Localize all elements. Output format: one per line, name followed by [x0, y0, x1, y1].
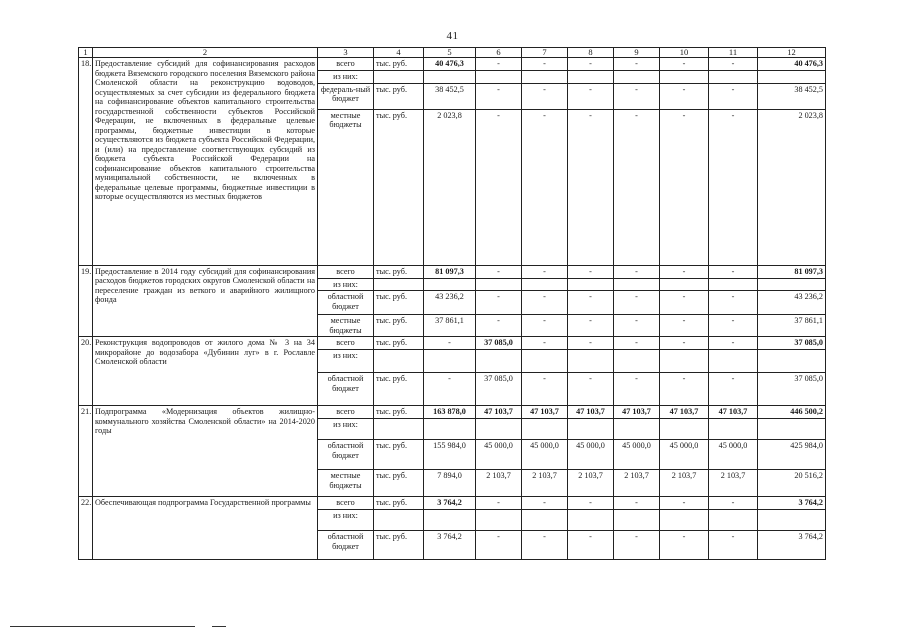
amount-cell: -	[476, 58, 522, 71]
amount-cell	[709, 278, 758, 291]
amount-cell	[522, 419, 568, 440]
amount-cell	[568, 419, 614, 440]
amount-cell: -	[709, 315, 758, 337]
amount-cell: -	[522, 109, 568, 265]
unit: тыс. руб.	[374, 109, 424, 265]
amount-cell	[614, 278, 660, 291]
table-row	[79, 406, 826, 419]
funding-source: всего	[318, 58, 374, 71]
amount-cell: -	[476, 109, 522, 265]
amount-cell: -	[709, 109, 758, 265]
amount-cell: 3 764,2	[758, 531, 826, 560]
amount-cell: -	[660, 109, 709, 265]
amount-cell: -	[522, 265, 568, 278]
table-row	[79, 337, 826, 350]
amount-cell	[709, 419, 758, 440]
amount-cell: 3 764,2	[424, 531, 476, 560]
amount-cell: -	[476, 497, 522, 510]
amount-cell: 47 103,7	[614, 406, 660, 419]
amount-cell	[709, 71, 758, 84]
amount-cell: -	[522, 83, 568, 109]
amount-cell	[614, 419, 660, 440]
amount-cell	[660, 71, 709, 84]
amount-cell: -	[709, 373, 758, 406]
column-header: 7	[522, 48, 568, 58]
column-header-row	[79, 48, 826, 58]
amount-cell: 7 894,0	[424, 470, 476, 497]
amount-cell: 38 452,5	[758, 83, 826, 109]
amount-cell: -	[660, 83, 709, 109]
amount-cell	[709, 510, 758, 531]
unit: тыс. руб.	[374, 291, 424, 315]
amount-cell	[660, 419, 709, 440]
funding-source: местные бюджеты	[318, 109, 374, 265]
unit: тыс. руб.	[374, 373, 424, 406]
item-number: 22.	[79, 497, 93, 560]
funding-source: местные бюджеты	[318, 315, 374, 337]
amount-cell: -	[568, 497, 614, 510]
column-header: 12	[758, 48, 826, 58]
amount-cell: -	[476, 83, 522, 109]
unit: тыс. руб.	[374, 83, 424, 109]
amount-cell	[476, 350, 522, 373]
amount-cell: -	[660, 315, 709, 337]
column-header: 9	[614, 48, 660, 58]
amount-cell: 37 085,0	[758, 373, 826, 406]
table-row	[79, 497, 826, 510]
funding-source: всего	[318, 337, 374, 350]
amount-cell: 45 000,0	[614, 440, 660, 470]
unit: тыс. руб.	[374, 265, 424, 278]
column-header: 3	[318, 48, 374, 58]
column-header: 2	[93, 48, 318, 58]
unit: тыс. руб.	[374, 58, 424, 71]
amount-cell: -	[522, 497, 568, 510]
funding-source: из них:	[318, 71, 374, 84]
amount-cell: -	[614, 315, 660, 337]
amount-cell: -	[568, 291, 614, 315]
item-number: 18.	[79, 58, 93, 266]
funding-source: областной бюджет	[318, 440, 374, 470]
amount-cell: -	[522, 291, 568, 315]
amount-cell	[476, 71, 522, 84]
amount-cell: 47 103,7	[476, 406, 522, 419]
amount-cell	[424, 350, 476, 373]
amount-cell: 81 097,3	[758, 265, 826, 278]
amount-cell	[424, 510, 476, 531]
unit	[374, 419, 424, 440]
amount-cell	[522, 510, 568, 531]
table-row	[79, 58, 826, 71]
amount-cell	[568, 71, 614, 84]
amount-cell: 2 103,7	[568, 470, 614, 497]
amount-cell	[522, 350, 568, 373]
amount-cell: 425 984,0	[758, 440, 826, 470]
amount-cell: 40 476,3	[424, 58, 476, 71]
amount-cell	[568, 278, 614, 291]
amount-cell: 163 878,0	[424, 406, 476, 419]
amount-cell: 43 236,2	[424, 291, 476, 315]
amount-cell	[522, 278, 568, 291]
amount-cell: -	[522, 315, 568, 337]
funding-source: областной бюджет	[318, 373, 374, 406]
amount-cell: 2 103,7	[709, 470, 758, 497]
column-header: 11	[709, 48, 758, 58]
amount-cell: -	[660, 373, 709, 406]
amount-cell: -	[709, 265, 758, 278]
amount-cell: -	[522, 58, 568, 71]
item-description: Реконструкция водопроводов от жилого дома № 3 на 34 микрорайоне до водозабора «Дубинин луг» в г. Рославле Смоленской области	[93, 337, 318, 406]
funding-source: из них:	[318, 350, 374, 373]
amount-cell: -	[476, 291, 522, 315]
unit	[374, 71, 424, 84]
column-header: 10	[660, 48, 709, 58]
unit: тыс. руб.	[374, 440, 424, 470]
amount-cell: -	[660, 265, 709, 278]
amount-cell: -	[660, 58, 709, 71]
funding-source: федераль-ный бюджет	[318, 83, 374, 109]
unit: тыс. руб.	[374, 315, 424, 337]
amount-cell: -	[709, 531, 758, 560]
column-header: 4	[374, 48, 424, 58]
funding-source: из них:	[318, 419, 374, 440]
amount-cell: -	[522, 373, 568, 406]
amount-cell: -	[522, 337, 568, 350]
amount-cell: 43 236,2	[758, 291, 826, 315]
column-header: 1	[79, 48, 93, 58]
funding-source: всего	[318, 497, 374, 510]
amount-cell: -	[476, 315, 522, 337]
amount-cell: -	[709, 497, 758, 510]
unit: тыс. руб.	[374, 337, 424, 350]
amount-cell: -	[660, 337, 709, 350]
unit: тыс. руб.	[374, 470, 424, 497]
amount-cell	[758, 71, 826, 84]
amount-cell	[758, 278, 826, 291]
amount-cell	[758, 510, 826, 531]
amount-cell: 40 476,3	[758, 58, 826, 71]
amount-cell: -	[660, 291, 709, 315]
amount-cell	[758, 419, 826, 440]
page-number: 41	[446, 30, 459, 42]
amount-cell: 47 103,7	[709, 406, 758, 419]
amount-cell: -	[568, 337, 614, 350]
item-description: Обеспечивающая подпрограмма Государственной программы	[93, 497, 318, 560]
amount-cell: -	[614, 58, 660, 71]
amount-cell: 3 764,2	[758, 497, 826, 510]
amount-cell: -	[614, 497, 660, 510]
amount-cell: -	[568, 58, 614, 71]
unit: тыс. руб.	[374, 531, 424, 560]
amount-cell: -	[568, 265, 614, 278]
amount-cell	[614, 510, 660, 531]
item-description: Предоставление в 2014 году субсидий для софинансирования расходов бюджетов городских округов Смоленской области на переселение граждан из веткого и аварийного жилищного фонда	[93, 265, 318, 337]
funding-source: областной бюджет	[318, 291, 374, 315]
funding-source: местные бюджеты	[318, 470, 374, 497]
amount-cell: -	[709, 83, 758, 109]
unit: тыс. руб.	[374, 497, 424, 510]
funding-source: всего	[318, 265, 374, 278]
amount-cell: -	[614, 373, 660, 406]
amount-cell: 3 764,2	[424, 497, 476, 510]
amount-cell: 47 103,7	[568, 406, 614, 419]
amount-cell: -	[614, 337, 660, 350]
amount-cell	[709, 350, 758, 373]
amount-cell: 37 085,0	[476, 373, 522, 406]
amount-cell: -	[424, 337, 476, 350]
amount-cell: 37 085,0	[758, 337, 826, 350]
amount-cell: -	[614, 531, 660, 560]
amount-cell: 2 023,8	[424, 109, 476, 265]
amount-cell: -	[522, 531, 568, 560]
footer-divider-short	[212, 626, 226, 627]
amount-cell: -	[476, 531, 522, 560]
amount-cell: 45 000,0	[709, 440, 758, 470]
item-description: Предоставление субсидий для софинансирования расходов бюджета Вяземского городского поселения Вяземского района Смоленской области на реконструкцию водоводов, осуществляемых за счет субсидии из федерального бюджета на софинансирование объектов капитального строительства государственной собственности субъектов Российской Федерации, не включенных в федеральные целевые программы, бюджетные инвестиции в которые осуществляются из бюджета субъекта Российской Федерации, и (или) на предоставление соответствующих субсидий из бюджета субъекта Российской Федерации на софинансирование объектов капитального строительства муниципальной собственности, не включенных в федеральные целевые программы, бюджетные инвестиции в которые осуществляются из местных бюджетов	[93, 58, 318, 266]
amount-cell: -	[568, 531, 614, 560]
amount-cell: 37 861,1	[758, 315, 826, 337]
amount-cell: 45 000,0	[476, 440, 522, 470]
amount-cell: 45 000,0	[522, 440, 568, 470]
amount-cell: -	[568, 373, 614, 406]
amount-cell: 20 516,2	[758, 470, 826, 497]
amount-cell	[568, 350, 614, 373]
amount-cell: -	[709, 58, 758, 71]
amount-cell: -	[568, 315, 614, 337]
amount-cell: -	[614, 291, 660, 315]
amount-cell: -	[709, 337, 758, 350]
amount-cell	[660, 350, 709, 373]
amount-cell: 37 085,0	[476, 337, 522, 350]
amount-cell	[476, 510, 522, 531]
amount-cell	[758, 350, 826, 373]
amount-cell	[424, 278, 476, 291]
amount-cell: -	[660, 497, 709, 510]
amount-cell: 2 103,7	[660, 470, 709, 497]
amount-cell: 2 023,8	[758, 109, 826, 265]
footer-divider	[10, 626, 195, 627]
amount-cell: 47 103,7	[522, 406, 568, 419]
amount-cell: -	[709, 291, 758, 315]
amount-cell: 37 861,1	[424, 315, 476, 337]
unit	[374, 278, 424, 291]
amount-cell: -	[614, 109, 660, 265]
amount-cell: 2 103,7	[522, 470, 568, 497]
budget-table	[78, 47, 826, 560]
amount-cell: -	[424, 373, 476, 406]
amount-cell: 2 103,7	[476, 470, 522, 497]
amount-cell	[614, 350, 660, 373]
column-header: 5	[424, 48, 476, 58]
unit	[374, 510, 424, 531]
amount-cell: 155 984,0	[424, 440, 476, 470]
amount-cell	[476, 419, 522, 440]
amount-cell: -	[568, 109, 614, 265]
item-description: Подпрограмма «Модернизация объектов жилищно-коммунального хозяйства Смоленской области» на 2014-2020 годы	[93, 406, 318, 497]
amount-cell	[424, 419, 476, 440]
amount-cell: -	[614, 265, 660, 278]
amount-cell: 45 000,0	[660, 440, 709, 470]
funding-source: областной бюджет	[318, 531, 374, 560]
funding-source: из них:	[318, 278, 374, 291]
column-header: 8	[568, 48, 614, 58]
item-number: 19.	[79, 265, 93, 337]
amount-cell	[522, 71, 568, 84]
amount-cell: 446 500,2	[758, 406, 826, 419]
amount-cell: -	[476, 265, 522, 278]
amount-cell: -	[614, 83, 660, 109]
item-number: 20.	[79, 337, 93, 406]
amount-cell	[614, 71, 660, 84]
amount-cell: -	[568, 83, 614, 109]
amount-cell: 47 103,7	[660, 406, 709, 419]
amount-cell: 81 097,3	[424, 265, 476, 278]
amount-cell	[424, 71, 476, 84]
funding-source: из них:	[318, 510, 374, 531]
amount-cell: 2 103,7	[614, 470, 660, 497]
amount-cell: 38 452,5	[424, 83, 476, 109]
column-header: 6	[476, 48, 522, 58]
amount-cell	[660, 278, 709, 291]
amount-cell	[476, 278, 522, 291]
funding-source: всего	[318, 406, 374, 419]
amount-cell: 45 000,0	[568, 440, 614, 470]
amount-cell	[568, 510, 614, 531]
unit	[374, 350, 424, 373]
item-number: 21.	[79, 406, 93, 497]
table-row	[79, 265, 826, 278]
unit: тыс. руб.	[374, 406, 424, 419]
amount-cell	[660, 510, 709, 531]
amount-cell: -	[660, 531, 709, 560]
